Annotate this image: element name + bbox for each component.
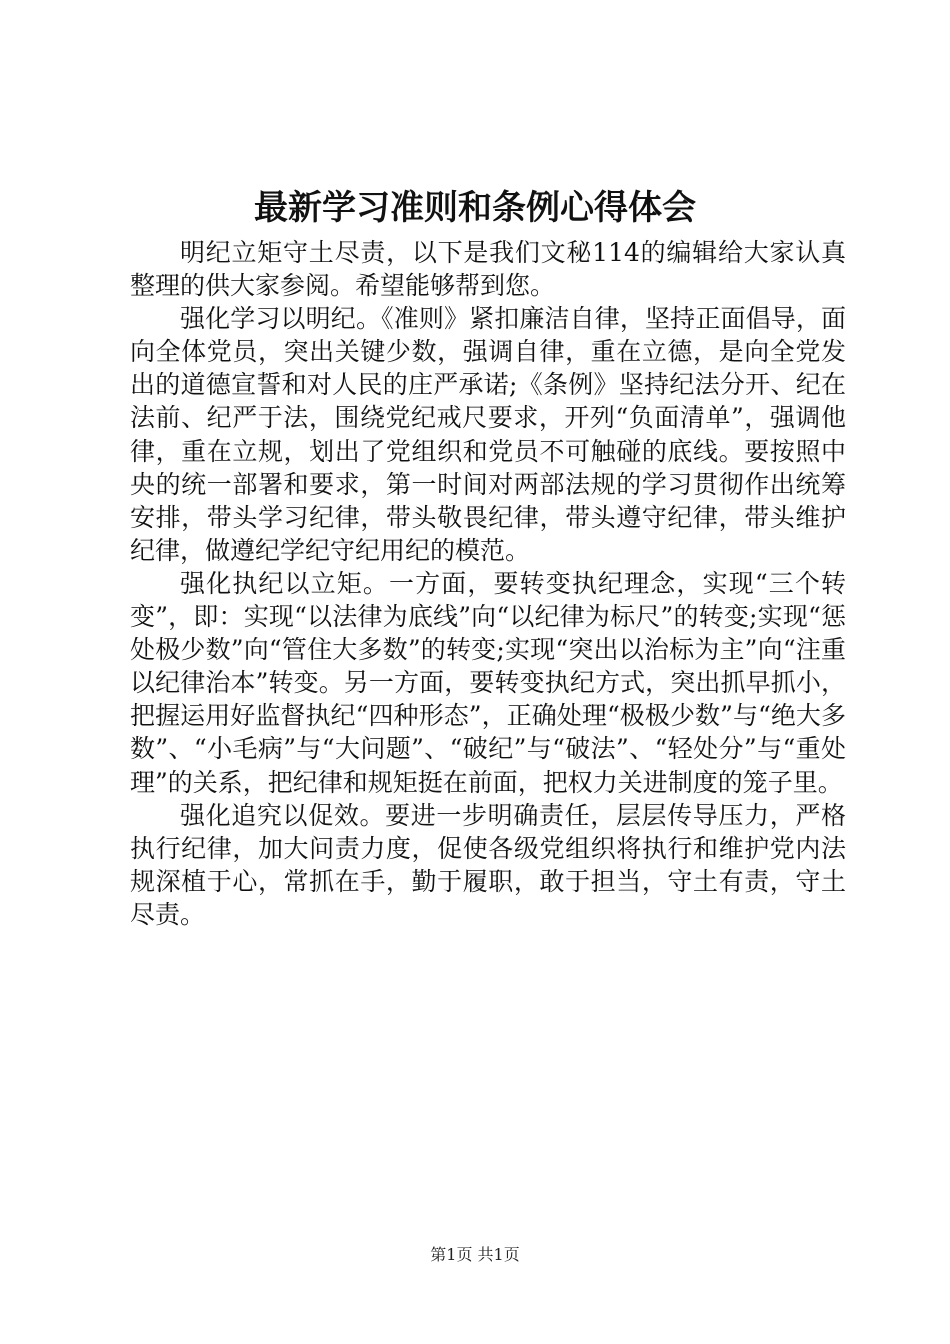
document-title: 最新学习准则和条例心得体会 [254, 188, 696, 228]
document-body [130, 236, 846, 931]
page-footer: 第1页 共1页 [430, 1245, 520, 1264]
paragraph-intro: 明纪立矩守土尽责，以下是我们文秘114的编辑给大家认真整理的供大家参阅。希望能够帮到您。 [130, 238, 846, 301]
paragraph-accountability: 强化追究以促效。要进一步明确责任，层层传导压力，严格执行纪律，加大问责力度，促使各级党组织将执行和维护党内法规深植于心，常抓在手，勤于履职，敢于担当，守土有责，守土尽责。 [130, 800, 846, 929]
paragraph-enforce-discipline: 强化执纪以立矩。一方面，要转变执纪理念，实现“三个转变”，即：实现“以法律为底线”向“以纪律为标尺”的转变;实现“惩处极少数”向“管住大多数”的转变;实现“突出以治标为主”向“注重以纪律治本”转变。另一方面，要转变执纪方式，突出抓早抓小，把握运用好监督执纪“四种形态”，正确处理“极极少数”与“绝大多数”、“小毛病”与“大问题”、“破纪”与“破法”、“轻处分”与“重处理”的关系，把纪律和规矩挺在前面，把权力关进制度的笼子里。 [130, 568, 846, 797]
paragraph-study-discipline: 强化学习以明纪。《准则》紧扣廉洁自律，坚持正面倡导，面向全体党员，突出关键少数，强调自律，重在立德，是向全党发出的道德宣誓和对人民的庄严承诺;《条例》坚持纪法分开、纪在法前、纪严于法，围绕党纪戒尺要求，开列“负面清单”，强调他律，重在立规，划出了党组织和党员不可触碰的底线。要按照中央的统一部署和要求，第一时间对两部法规的学习贯彻作出统筹安排，带头学习纪律，带头敬畏纪律，带头遵守纪律，带头维护纪律，做遵纪学纪守纪用纪的模范。 [130, 304, 846, 565]
